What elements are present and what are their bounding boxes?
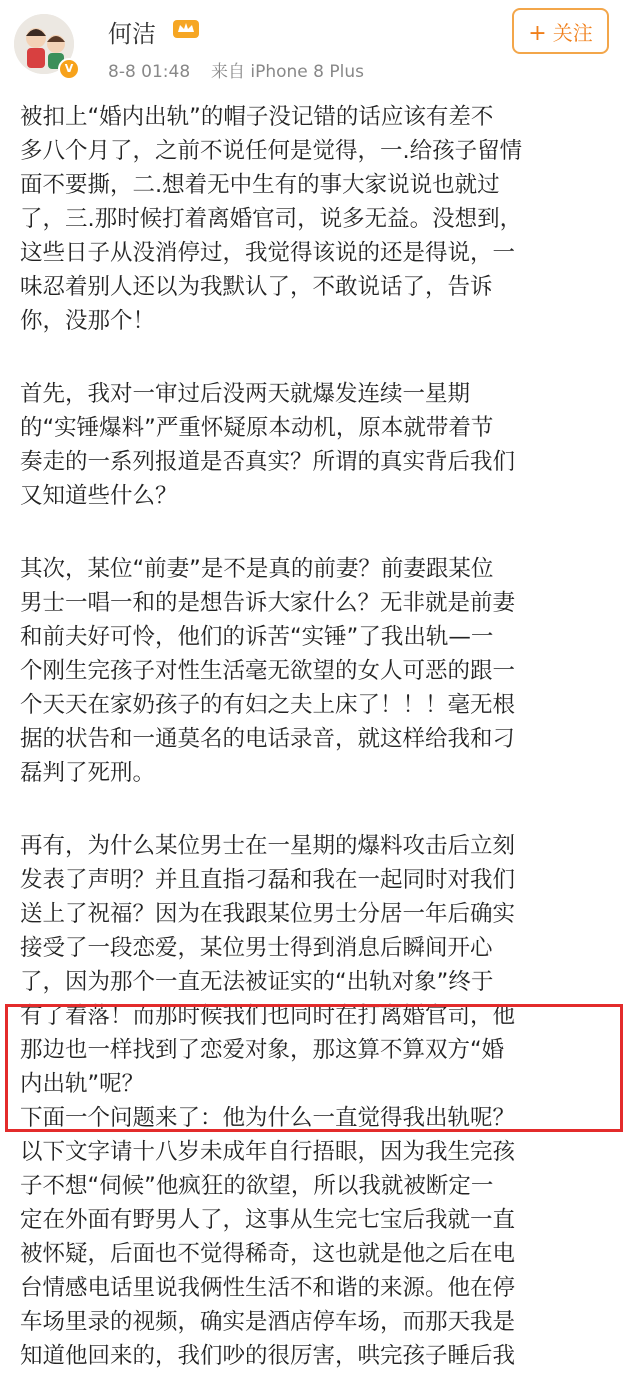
paragraph — [20, 100, 616, 338]
text-line: 男士一唱一和的是想告诉大家什么？无非就是前妻 — [20, 590, 516, 616]
text-line: 了，三.那时候打着离婚官司，说多无益。没想到， — [20, 206, 523, 232]
follow-label: 关注 — [552, 21, 593, 45]
post-meta — [108, 57, 364, 82]
text-line: 下面一个问题来了：他为什么一直觉得我出轨呢？ — [20, 1105, 516, 1131]
follow-button[interactable] — [512, 8, 609, 54]
text-line: 被扣上“婚内出轨”的帽子没记错的话应该有差不 — [20, 104, 494, 130]
text-line: 多八个月了，之前不说任何是觉得，一.给孩子留情 — [20, 138, 523, 164]
text-line: 又知道些什么？ — [20, 483, 178, 509]
text-line: 个刚生完孩子对性生活毫无欲望的女人可恶的跟一 — [20, 658, 516, 684]
text-line: 子不想“伺候”他疯狂的欲望，所以我就被断定一 — [20, 1173, 494, 1199]
text-line: 那边也一样找到了恋爱对象，那这算不算双方“婚 — [20, 1037, 505, 1063]
paragraph — [20, 552, 616, 790]
text-line: 了，因为那个一直无法被证实的“出轨对象”终于 — [20, 969, 494, 995]
text-line: 首先，我对一审过后没两天就爆发连续一星期 — [20, 381, 471, 407]
text-line: 磊判了死刑。 — [20, 760, 156, 786]
text-line: 个天天在家奶孩子的有妇之夫上床了！！！毫无根 — [20, 692, 516, 718]
highlight-box — [5, 1004, 623, 1132]
text-line: 的“实锤爆料”严重怀疑原本动机，原本就带着节 — [20, 415, 494, 441]
post-header — [0, 0, 628, 92]
text-line: 车场里录的视频，确实是酒店停车场，而那天我是 — [20, 1309, 516, 1335]
text-line: 台情感电话里说我俩性生活不和谐的来源。他在停 — [20, 1275, 516, 1301]
text-line: 内出轨”呢？ — [20, 1071, 145, 1097]
text-line: 定在外面有野男人了，这事从生完七宝后我就一直 — [20, 1207, 516, 1233]
post-body — [20, 100, 616, 1373]
text-line: 这些日子从没消停过，我觉得该说的还是得说，一 — [20, 240, 516, 266]
post-source: 来自 iPhone 8 Plus — [210, 62, 365, 82]
text-line: 发表了声明？并且直指刁磊和我在一起同时对我们 — [20, 867, 516, 893]
text-line: 奏走的一系列报道是否真实？所谓的真实背后我们 — [20, 449, 516, 475]
username[interactable]: 何洁 — [108, 20, 156, 48]
text-line: 以下文字请十八岁未成年自行捂眼，因为我生完孩 — [20, 1139, 516, 1165]
text-line: 和前夫好可怜，他们的诉苦“实锤”了我出轨—一 — [20, 624, 494, 650]
text-line: 再有，为什么某位男士在一星期的爆料攻击后立刻 — [20, 833, 516, 859]
text-line: 其次，某位“前妻”是不是真的前妻？前妻跟某位 — [20, 556, 494, 582]
text-line: 被怀疑，后面也不觉得稀奇，这也就是他之后在电 — [20, 1241, 516, 1267]
text-line: 知道他回来的，我们吵的很厉害，哄完孩子睡后我 — [20, 1343, 516, 1369]
text-line: 接受了一段恋爱，某位男士得到消息后瞬间开心 — [20, 935, 493, 961]
text-line: 味忍着别人还以为我默认了，不敢说话了，告诉 — [20, 274, 493, 300]
post-timestamp: 8-8 01:48 — [108, 62, 191, 82]
paragraph — [20, 377, 616, 513]
plus-icon: + — [528, 21, 547, 46]
text-line: 送上了祝福？因为在我跟某位男士分居一年后确实 — [20, 901, 516, 927]
text-line: 有了着落！而那时候我们也同时在打离婚官司，他 — [20, 1003, 516, 1029]
verified-badge-icon: V — [58, 58, 80, 80]
text-line: 面不要撕，二.想着无中生有的事大家说说也就过 — [20, 172, 500, 198]
text-line: 据的状告和一通莫名的电话录音，就这样给我和刁 — [20, 726, 516, 752]
text-line: 你，没那个！ — [20, 308, 156, 334]
vip-crown-icon — [172, 16, 200, 40]
